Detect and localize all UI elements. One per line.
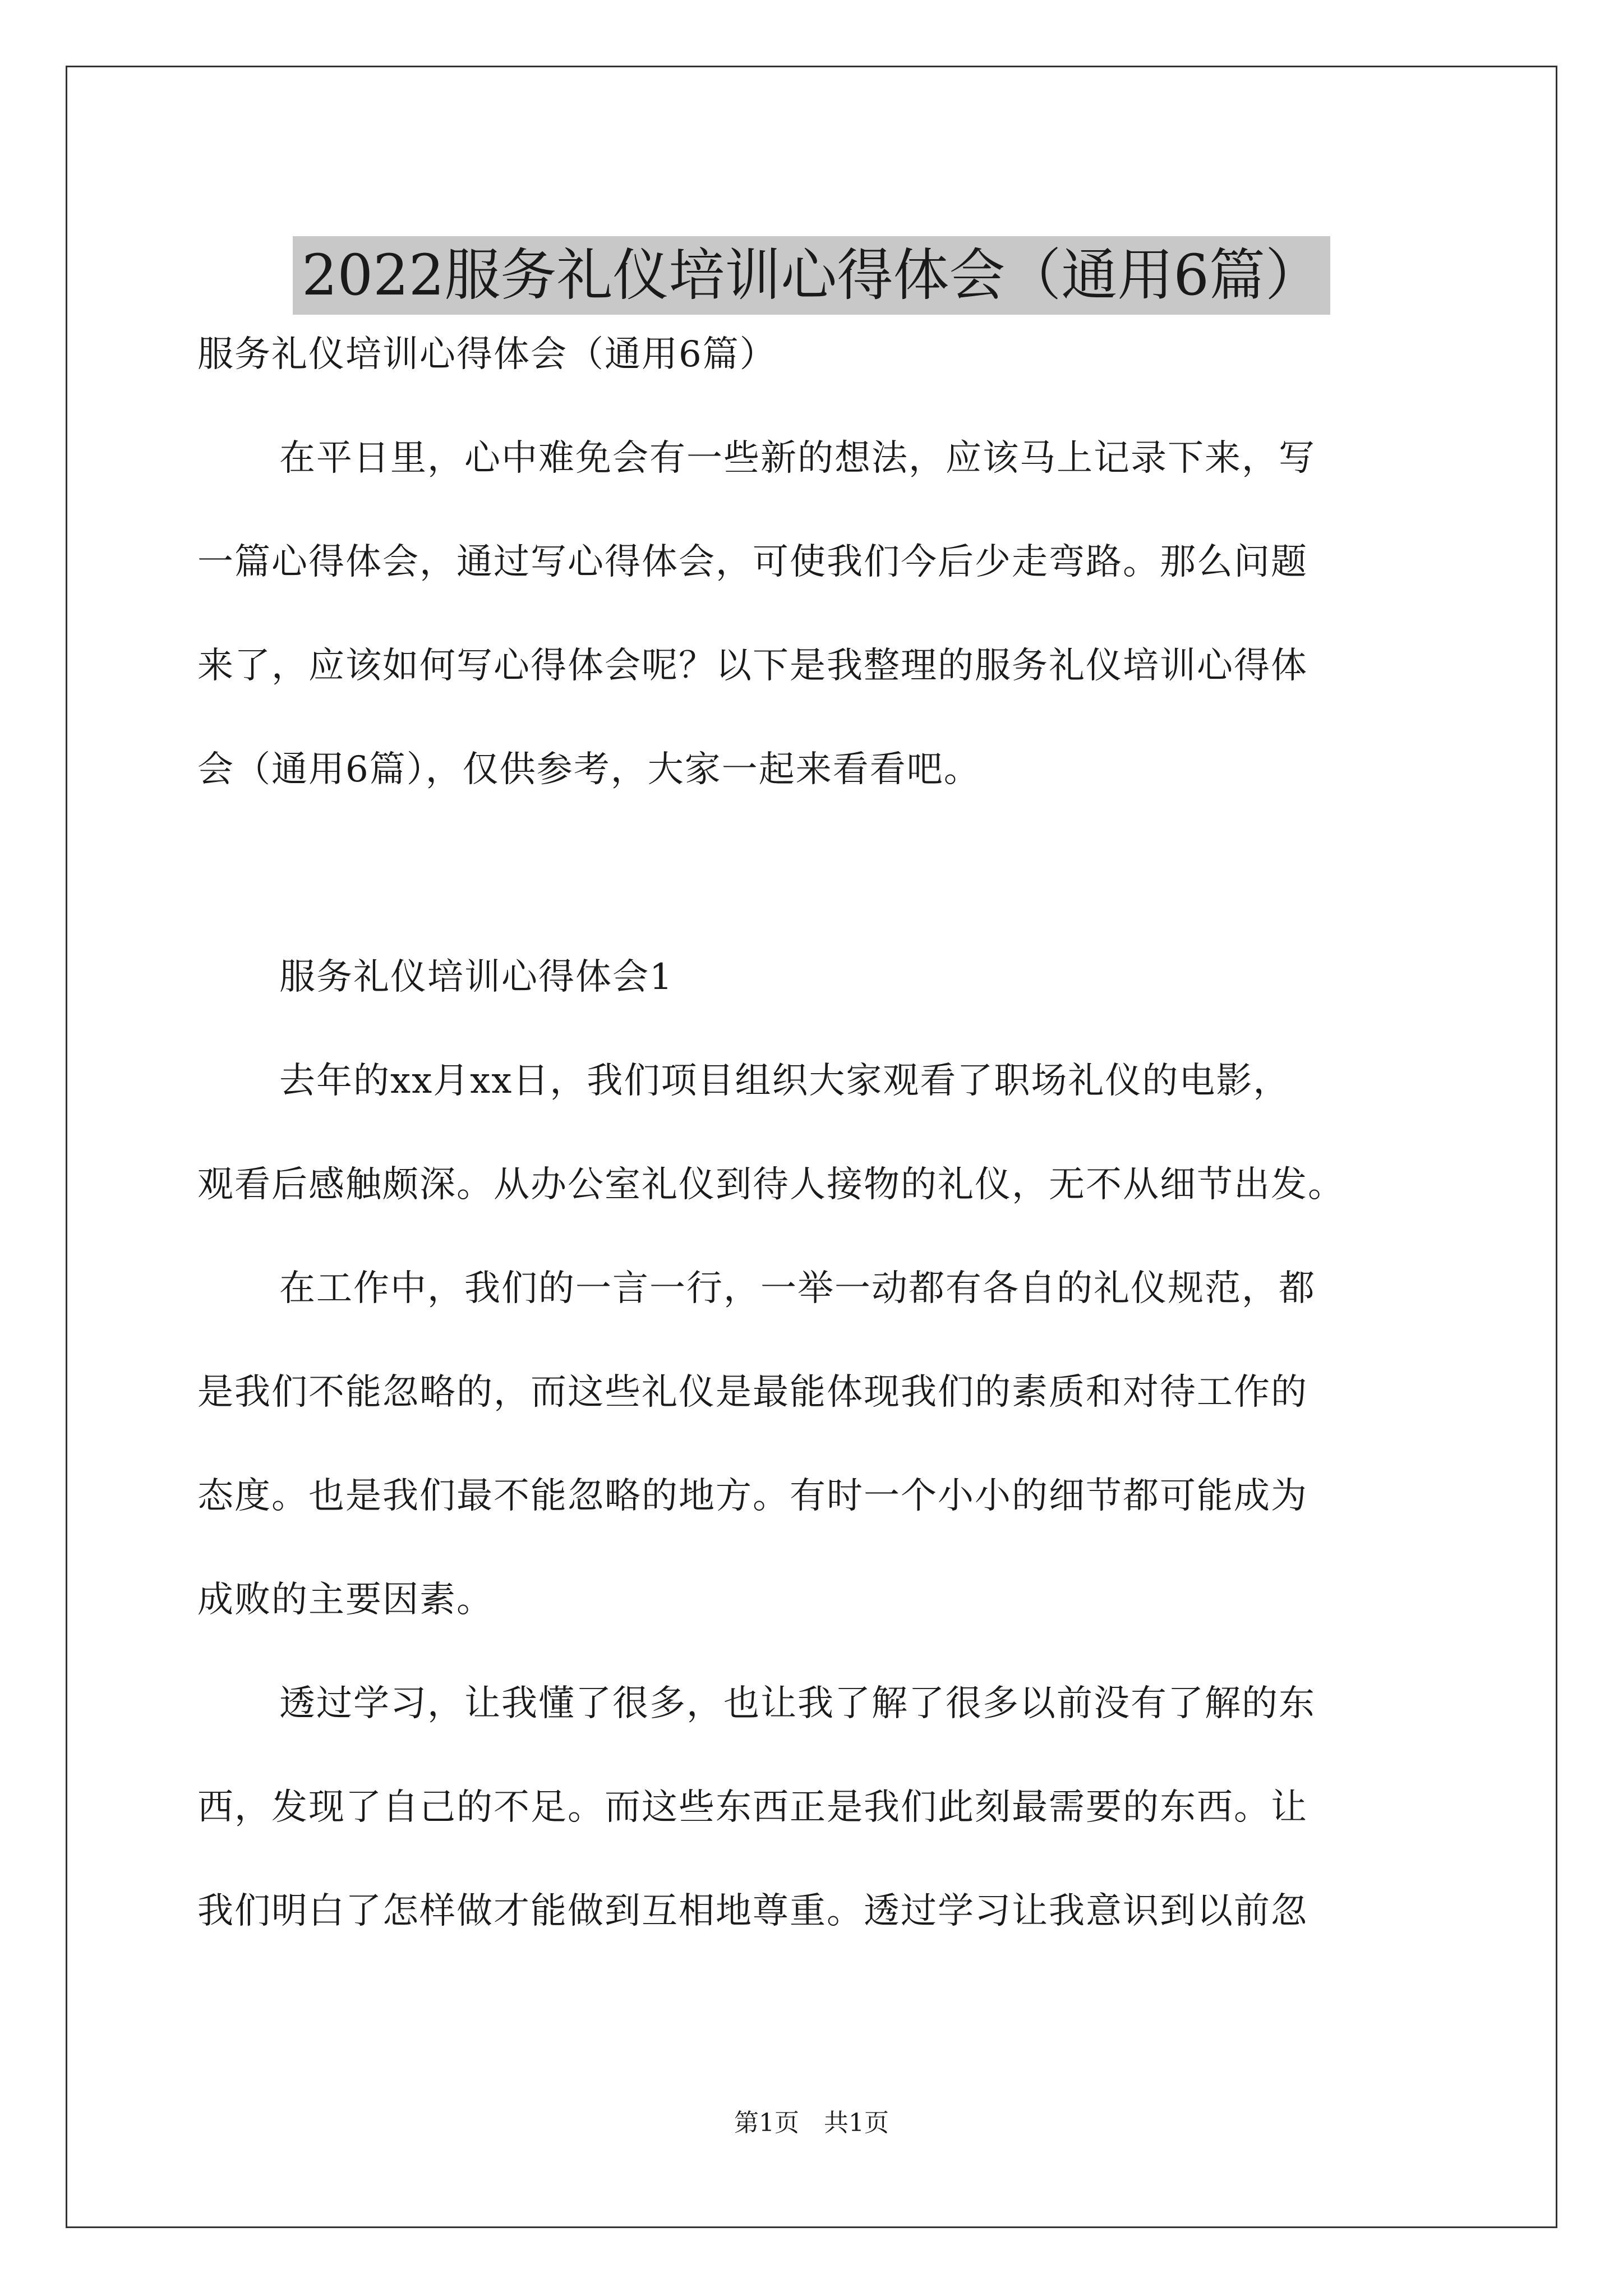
text-line: 观看后感触颇深。从办公室礼仪到待人接物的礼仪，无不从细节出发。: [197, 1164, 1345, 1205]
text-line: 成败的主要因素。: [197, 1579, 494, 1621]
page-footer: 第1页 共1页: [734, 2109, 889, 2137]
text-line: 服务礼仪培训心得体会（通用6篇）: [197, 334, 777, 375]
text-line: 在工作中，我们的一言一行，一举一动都有各自的礼仪规范，都: [279, 1268, 1316, 1309]
document-body: [197, 303, 1454, 1963]
text-line: 西，发现了自己的不足。而这些东西正是我们此刻最需要的东西。让: [197, 1787, 1308, 1828]
blank-line: [197, 822, 1454, 926]
text-line: 我们明白了怎样做才能做到互相地尊重。透过学习让我意识到以前忽: [197, 1890, 1308, 1932]
text-line: 态度。也是我们最不能忽略的地方。有时一个小小的细节都可能成为: [197, 1475, 1308, 1517]
text-line: 一篇心得体会，通过写心得体会，可使我们今后少走弯路。那么问题: [197, 541, 1308, 583]
text-line: 是我们不能忽略的，而这些礼仪是最能体现我们的素质和对待工作的: [197, 1372, 1308, 1413]
text-line: 去年的xx月xx日，我们项目组织大家观看了职场礼仪的电影，: [279, 1060, 1290, 1102]
document-title: 2022服务礼仪培训心得体会（通用6篇）: [293, 236, 1330, 315]
text-line: 来了，应该如何写心得体会呢？以下是我整理的服务礼仪培训心得体: [197, 645, 1308, 687]
text-line: 透过学习，让我懂了很多，也让我了解了很多以前没有了解的东: [279, 1683, 1316, 1724]
text-line: 服务礼仪培训心得体会1: [279, 956, 674, 998]
text-line: 会（通用6篇），仅供参考，大家一起来看看吧。: [197, 749, 981, 790]
text-line: 在平日里，心中难免会有一些新的想法，应该马上记录下来，写: [279, 438, 1316, 479]
